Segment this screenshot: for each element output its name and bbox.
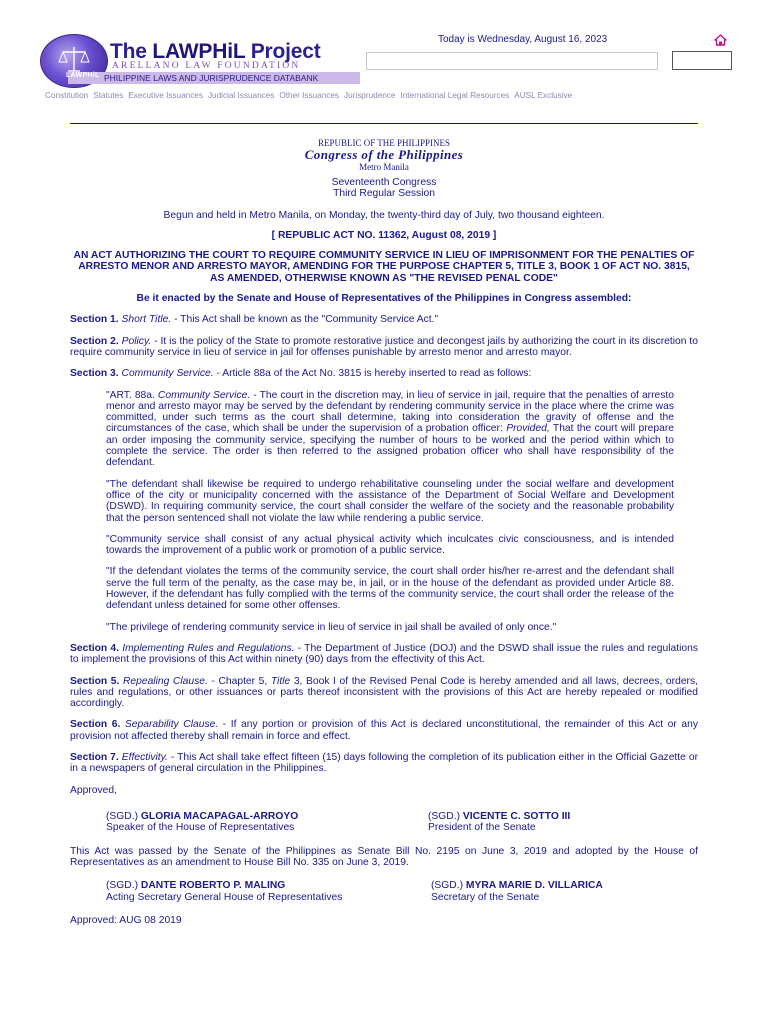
quote-rehabilitative-counseling: "The defendant shall likewise be required to undergo rehabilitative counseling under the social welfare and development office of the city or municipality concerned with the assistance of the Department of Social Welfare and Development (DSWD). In requiring community service, the court shall consider the welfare of the society and the reasonable probability that the person sentenced shall not violate the law while rendering a public service.: [106, 478, 674, 524]
brand-subtitle: ARELLANO LAW FOUNDATION: [112, 61, 301, 71]
congress-heading: Congress of the Philippines: [304, 147, 464, 162]
section-6: Section 6. Separability Clause. - If any portion or provision of this Act is declared unconstitutional, the remainder of this Act or any provision not affected thereby shall remain in force and effect.: [70, 719, 698, 742]
search-input[interactable]: [366, 52, 658, 70]
nav-other-issuances[interactable]: Other Issuances: [279, 91, 340, 100]
section-1: Section 1. Short Title. - This Act shall be known as the "Community Service Act.": [70, 314, 439, 326]
brand-tagline: PHILIPPINE LAWS AND JURISPRUDENCE DATABANK: [104, 73, 319, 83]
nav-ausl-exclusive[interactable]: AUSL Exclusive: [514, 91, 573, 100]
signature-speaker: (SGD.) GLORIA MACAPAGAL-ARROYO Speaker of the House of Representatives: [106, 810, 299, 834]
section-4: Section 4. Implementing Rules and Regulations. - The Department of Justice (DOJ) and the DSWD shall issue the rules and regulations to implement the provisions of this Act within ninety (90) days from the effectivity of this Act.: [70, 642, 699, 666]
republic-act-number: [ REPUBLIC ACT NO. 11362, August 08, 2019 ]: [271, 229, 497, 241]
nav-constitution[interactable]: Constitution: [45, 91, 89, 100]
passage-statement: This Act was passed by the Senate of the Philippines as Senate Bill No. 2195 on June 3, 2019 and adopted by the House of Representatives as an amendment to House Bill No. 335 on June 3, 2019.: [70, 845, 698, 869]
brand-tagline-bar: [68, 72, 360, 84]
nav-international-legal-resources[interactable]: International Legal Resources: [400, 91, 510, 100]
signature-senate-secretary: (SGD.) MYRA MARIE D. VILLARICA Secretary of the Senate: [431, 880, 603, 903]
nav-statutes[interactable]: Statutes: [93, 91, 124, 100]
nav-executive-issuances[interactable]: Executive Issuances: [128, 91, 203, 100]
section-7: Section 7. Effectivity. - This Act shall take effect fifteen (15) days following the completion of its publication either in the Official Gazette or in a newspapers of general circulation in the Philippines.: [70, 751, 698, 775]
signature-row-1: [106, 811, 698, 834]
approved-label: Approved,: [70, 784, 117, 796]
metro-heading: Metro Manila: [359, 162, 409, 172]
quote-community-service-definition: "Community service shall consist of any actual physical activity which inculcates civic consciousness, and is intended towards the improvement of a public work or promotion of a public service.: [106, 533, 674, 557]
search-button[interactable]: [672, 51, 732, 70]
section-5: Section 5. Repealing Clause. - Chapter 5, Title 3, Book I of the Revised Penal Code is hereby amended and all laws, decrees, orders, rules and regulations, or other issuances or parts thereof inconsistent with the provisions of this Act are hereby repealed or modified accordingly.: [70, 675, 698, 710]
enacting-clause: Be it enacted by the Senate and House of Representatives of the Philippines in Congress assembled:: [136, 293, 632, 305]
begun-statement: Begun and held in Metro Manila, on Monday, the twenty-third day of July, two thousand eighteen.: [163, 209, 605, 221]
republic-heading: REPUBLIC OF THE PHILIPPINES: [317, 138, 451, 148]
act-title: AN ACT AUTHORIZING THE COURT TO REQUIRE COMMUNITY SERVICE IN LIEU OF IMPRISONMENT FOR THE PENALTIES OF ARRESTO MENOR AND ARRESTO MAYOR, AMENDING FOR THE PURPOSE CHAPTER 5, TITLE 3, BOOK 1 OF ACT NO. 3815, AS AMENDED, OTHERWISE KNOWN AS "THE REVISED PENAL CODE": [73, 250, 695, 284]
approved-date: Approved: AUG 08 2019: [70, 915, 182, 927]
nav-judicial-issuances[interactable]: Judicial Issuances: [207, 91, 275, 100]
header-divider: [70, 123, 698, 124]
quote-art-88a: "ART. 88a. Community Service. - The court in the discretion may, in lieu of service in jail, require that the penalties of arresto menor and arresto mayor may be served by the defendant by rendering community service in the place where the crime was committed, under such terms as the court shall determine, taking into consideration the gravity of offense and the circumstances of the case, which shall be under the supervision of a probation officer: Provided, That the court will prepare an order imposing the community service, specifying the number of hours to be worked and the period within which to complete the service. The order is then referred to the assigned probation officer who shall have responsibility of the defendant.: [106, 389, 674, 469]
quote-privilege-once: "The privilege of rendering community service in lieu of service in jail shall be availed of only once.": [106, 621, 557, 633]
signature-senate-president: (SGD.) VICENTE C. SOTTO III President of the Senate: [428, 810, 571, 834]
signature-row-2: [106, 880, 698, 903]
regular-session: Third Regular Session: [333, 188, 435, 200]
quote-violation-terms: "If the defendant violates the terms of the community service, the court shall order his/her re-arrest and the defendant shall serve the full term of the penalty, as the case may be, in jail, or in the house of the defendant as provided under Article 88. However, if the defendant has fully complied with the terms of the community service, the court shall order the release of the defendant unless detained for some other offenses.: [106, 566, 674, 612]
main-nav: [45, 91, 572, 100]
signature-secretary-general: (SGD.) DANTE ROBERTO P. MALING Acting Secretary General House of Representatives: [106, 880, 343, 903]
document-body: [70, 138, 698, 927]
section-3: Section 3. Community Service. - Article 88a of the Act No. 3815 is hereby inserted to read as follows:: [70, 368, 532, 380]
brand-title[interactable]: The LAWPHiL Project: [110, 40, 321, 63]
nav-jurisprudence[interactable]: Jurisprudence: [344, 91, 396, 100]
today-date: Today is Wednesday, August 16, 2023: [438, 34, 608, 45]
logo-caption: LAWPHiL: [66, 72, 100, 79]
home-icon[interactable]: [714, 34, 727, 46]
congress-session: Seventeenth Congress: [331, 177, 437, 188]
section-2: Section 2. Policy. - It is the policy of the State to promote restorative justice and decongest jails by authorizing the court in its discretion to require community service in lieu of service in jail for offenses punishable by arresto menor and arresto mayor.: [70, 335, 698, 358]
